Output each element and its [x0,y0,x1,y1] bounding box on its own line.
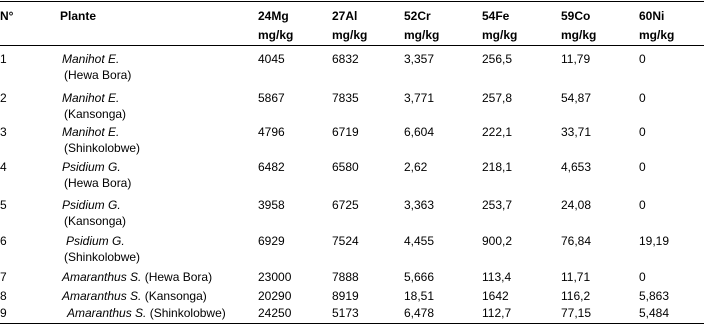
row-2-co: 54,87 [561,91,592,105]
header-mg24-unit: mg/kg [258,28,294,42]
row-3-al: 6719 [332,125,359,139]
row-5-al: 6725 [332,198,359,212]
row-2-n: 2 [0,91,7,105]
header-al27-unit: mg/kg [332,28,368,42]
bottom-rule [0,323,704,324]
header-ni60-unit: mg/kg [639,28,675,42]
row-2-cr: 3,771 [404,91,435,105]
row-3-mg: 4796 [258,125,285,139]
header-plante: Plante [60,9,97,23]
row-2-site: (Kansonga) [64,107,127,121]
row-6-mg: 6929 [258,234,285,248]
row-1-ni: 0 [639,52,646,66]
row-7-fe: 113,4 [482,270,512,284]
row-8-fe: 1642 [482,289,509,303]
row-1-n: 1 [0,52,7,66]
row-1-mg: 4045 [258,52,285,66]
row-7-plant [62,270,212,284]
row-9-plant [67,306,226,320]
header-fe54-unit: mg/kg [482,28,518,42]
row-6-n: 6 [0,234,7,248]
row-8-cr: 18,51 [404,289,435,303]
row-4-ni: 0 [639,160,646,174]
row-1-al: 6832 [332,52,359,66]
row-7-n: 7 [0,270,7,284]
row-9-al: 5173 [332,306,359,320]
row-3-cr: 6,604 [404,125,435,139]
row-4-fe: 218,1 [482,160,513,174]
row-9-species: Amaranthus S. [67,306,147,320]
row-8-species: Amaranthus S. [62,289,142,303]
row-3-co: 33,71 [561,125,592,139]
row-7-co: 11,71 [561,270,591,284]
header-al27: 27Al [332,9,358,23]
row-1-co: 11,79 [561,52,591,66]
row-4-mg: 6482 [258,160,285,174]
row-9-cr: 6,478 [404,306,435,320]
header-mg24: 24Mg [258,9,289,23]
row-4-co: 4,653 [561,160,592,174]
header-co59: 59Co [561,9,591,23]
row-8-site: (Kansonga) [144,289,207,303]
row-9-site: (Shinkolobwe) [149,306,226,320]
row-5-species: Psidium G. [62,198,121,212]
header-n: N° [0,9,14,23]
row-2-ni: 0 [639,91,646,105]
row-5-co: 24,08 [561,198,592,212]
header-co59-unit: mg/kg [561,28,597,42]
row-5-cr: 3,363 [404,198,435,212]
row-3-species: Manihot E. [62,125,120,139]
row-3-site: (Shinkolobwe) [64,141,141,155]
row-8-ni: 5,863 [639,289,670,303]
row-4-n: 4 [0,160,7,174]
header-ni60: 60Ni [639,9,665,23]
row-8-al: 8919 [332,289,359,303]
row-6-species: Psidium G. [66,234,125,248]
row-3-ni: 0 [639,125,646,139]
row-4-cr: 2,62 [404,160,428,174]
row-9-mg: 24250 [258,306,292,320]
row-5-n: 5 [0,198,7,212]
row-8-plant [62,289,207,303]
header-rule [0,45,704,46]
top-rule [0,1,704,2]
row-7-species: Amaranthus S. [62,270,142,284]
row-5-site: (Kansonga) [64,214,127,228]
row-1-species: Manihot E. [62,52,120,66]
row-2-fe: 257,8 [482,91,513,105]
row-1-site: (Hewa Bora) [64,68,132,82]
row-2-species: Manihot E. [62,91,120,105]
row-1-cr: 3,357 [404,52,435,66]
row-9-ni: 5,484 [639,306,670,320]
row-1-fe: 256,5 [482,52,513,66]
row-9-co: 77,15 [561,306,592,320]
row-6-al: 7524 [332,234,359,248]
row-8-mg: 20290 [258,289,292,303]
header-fe54: 54Fe [482,9,510,23]
row-5-mg: 3958 [258,198,285,212]
row-9-n: 9 [0,306,7,320]
row-6-cr: 4,455 [404,234,435,248]
row-6-co: 76,84 [561,234,592,248]
row-7-site: (Hewa Bora) [144,270,213,284]
row-8-n: 8 [0,289,7,303]
header-cr52: 52Cr [404,9,431,23]
row-3-fe: 222,1 [482,125,513,139]
row-3-n: 3 [0,125,7,139]
row-6-site: (Shinkolobwe) [64,250,141,264]
row-7-cr: 5,666 [404,270,435,284]
header-cr52-unit: mg/kg [404,28,440,42]
row-7-ni: 0 [639,270,646,284]
row-6-fe: 900,2 [482,234,513,248]
row-6-ni: 19,19 [639,234,670,248]
row-4-al: 6580 [332,160,359,174]
row-4-site: (Hewa Bora) [64,176,132,190]
row-4-species: Psidium G. [62,160,121,174]
row-7-mg: 23000 [258,270,292,284]
row-2-al: 7835 [332,91,359,105]
row-2-mg: 5867 [258,91,285,105]
row-5-fe: 253,7 [482,198,513,212]
row-8-co: 116,2 [561,289,591,303]
row-7-al: 7888 [332,270,359,284]
row-5-ni: 0 [639,198,646,212]
row-9-fe: 112,7 [482,306,512,320]
